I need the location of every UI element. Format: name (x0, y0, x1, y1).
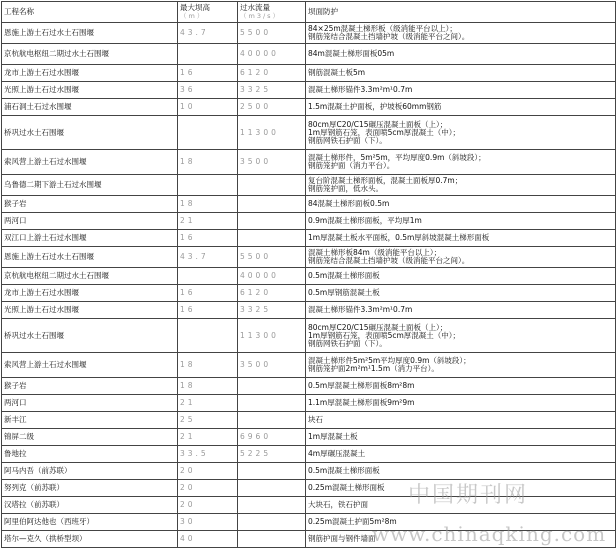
cell-max-dam-height: 20 (178, 480, 238, 497)
cell-project-name: 锦屏二级 (2, 429, 178, 446)
table-header-row (2, 2, 616, 23)
cell-dam-protection: 0.5m混凝土梯形面板 (306, 463, 616, 480)
watermark-url: www.chinaqking.com (372, 522, 607, 546)
cell-flow (238, 378, 306, 395)
cell-flow: 40000 (238, 268, 306, 285)
cell-flow: 40000 (238, 44, 306, 65)
cell-max-dam-height: 18 (178, 378, 238, 395)
cell-flow: 2500 (238, 99, 306, 116)
cell-max-dam-height (178, 175, 238, 196)
cell-project-name: 两河口 (2, 213, 178, 230)
cell-project-name: 光照上游土石过水围堰 (2, 82, 178, 99)
table-row (2, 429, 616, 446)
cell-dam-protection: 84混凝土梯形面板0.5m (306, 196, 616, 213)
cell-dam-protection: 钢筋护面与钢件墙面 (306, 531, 616, 548)
cell-project-name: 阿里伯阿达他也（西班牙） (2, 514, 178, 531)
cell-flow (238, 412, 306, 429)
cell-project-name: 两河口 (2, 395, 178, 412)
cell-flow (238, 395, 306, 412)
cell-dam-protection: 0.5m厚混凝土梯形面板8m²8m (306, 378, 616, 395)
cell-dam-protection: 0.5m混凝土梯形面板 (306, 268, 616, 285)
cell-project-name: 汉塔拉（前苏联） (2, 497, 178, 514)
header-dam-protection: 坝面防护 (306, 2, 616, 23)
cell-max-dam-height: 30 (178, 514, 238, 531)
cell-max-dam-height: 21 (178, 429, 238, 446)
cell-max-dam-height: 43.7 (178, 23, 238, 44)
cell-dam-protection: 80cm厚C20/C15碾压混凝土面板（上）； 1m厚钢筋石笼，表面喷5cm厚混凝土（中）； 钢筋网铁石护面（下）。 (306, 116, 616, 150)
dam-protection-table (1, 1, 616, 548)
cell-project-name: 龙市上游土石过水围堰 (2, 65, 178, 82)
cell-project-name: 桥巩过水土石围堰 (2, 319, 178, 353)
cell-project-name: 桥巩过水土石围堰 (2, 116, 178, 150)
cell-dam-protection: 1.5m混凝土护面板，护坡板60mm钢筋 (306, 99, 616, 116)
cell-max-dam-height: 16 (178, 285, 238, 302)
cell-max-dam-height: 21 (178, 395, 238, 412)
cell-dam-protection: 80cm厚C20/C15碾压混凝土面板（上）； 1m厚钢筋石笼，表面喷5cm厚混凝土（中）； 钢筋网铁石护面（下）。 (306, 319, 616, 353)
cell-flow (238, 531, 306, 548)
cell-project-name: 阿马内吾（前苏联） (2, 463, 178, 480)
table-row (2, 65, 616, 82)
cell-max-dam-height: 25 (178, 412, 238, 429)
cell-flow (238, 463, 306, 480)
cell-flow (238, 480, 306, 497)
cell-dam-protection: 0.25m混凝土护面5m²8m (306, 514, 616, 531)
cell-dam-protection: 钢筋混凝土板5m (306, 65, 616, 82)
cell-flow: 3325 (238, 302, 306, 319)
cell-max-dam-height (178, 319, 238, 353)
cell-project-name: 猴子岩 (2, 378, 178, 395)
cell-dam-protection: 复台阶混凝土梯形面板，混凝土面板厚0.7m； 钢筋笼护面，低水头。 (306, 175, 616, 196)
cell-flow: 6120 (238, 65, 306, 82)
cell-flow: 6960 (238, 429, 306, 446)
table-row (2, 82, 616, 99)
table-row (2, 175, 616, 196)
table-row (2, 302, 616, 319)
header-flow-unit: （m3/s） (240, 12, 282, 20)
cell-project-name: 京杭航电枢纽二期过水土石围堰 (2, 268, 178, 285)
header-max-dam-height (178, 2, 238, 23)
cell-flow: 6120 (238, 285, 306, 302)
cell-max-dam-height: 16 (178, 65, 238, 82)
cell-flow (238, 230, 306, 247)
watermark-journal-net: 中国期刊网 (408, 483, 529, 508)
cell-max-dam-height: 36 (178, 82, 238, 99)
cell-max-dam-height: 20 (178, 497, 238, 514)
table-row (2, 99, 616, 116)
cell-max-dam-height: 10 (178, 99, 238, 116)
header-flow-label: 过水流量 (240, 3, 270, 12)
cell-project-name: 浦石洞土石过水围堰 (2, 99, 178, 116)
cell-dam-protection: 混凝土梯形锚件3.3m²m¹0.7m (306, 82, 616, 99)
header-project-name: 工程名称 (2, 2, 178, 23)
cell-project-name: 恩施上游土石过水土石围堰 (2, 23, 178, 44)
cell-flow: 5500 (238, 23, 306, 44)
cell-dam-protection: 混凝土梯形件5m²5m平均厚度0.9m（斜坡段）； 钢筋笼护面2m²m¹1.5m（消力平台）。 (306, 353, 616, 378)
cell-max-dam-height (178, 44, 238, 65)
table-row (2, 353, 616, 378)
cell-dam-protection: 0.9m混凝土梯形面板，平均厚1m (306, 213, 616, 230)
table-row (2, 196, 616, 213)
cell-max-dam-height (178, 268, 238, 285)
table-row (2, 446, 616, 463)
cell-project-name: 龙市上游土石过水围堰 (2, 285, 178, 302)
table-row (2, 23, 616, 44)
table-row (2, 268, 616, 285)
cell-flow: 3500 (238, 353, 306, 378)
cell-max-dam-height: 43.7 (178, 247, 238, 268)
header-flow (238, 2, 306, 23)
cell-dam-protection: 混凝土梯形件，5m²5m，平均厚度0.9m（斜坡段）； 钢筋笼护面（消力平台）。 (306, 150, 616, 175)
table-row (2, 213, 616, 230)
cell-max-dam-height: 18 (178, 353, 238, 378)
cell-flow (238, 196, 306, 213)
cell-flow (238, 213, 306, 230)
cell-project-name: 恩施上游土石过水土石围堰 (2, 247, 178, 268)
cell-project-name: 猴子岩 (2, 196, 178, 213)
cell-max-dam-height (178, 116, 238, 150)
cell-dam-protection: 84m混凝土梯形面板05m (306, 44, 616, 65)
cell-project-name: 努列克（前苏联） (2, 480, 178, 497)
cell-flow: 3325 (238, 82, 306, 99)
table-row (2, 285, 616, 302)
cell-max-dam-height: 20 (178, 463, 238, 480)
table-row (2, 44, 616, 65)
table-row (2, 412, 616, 429)
cell-project-name: 新丰江 (2, 412, 178, 429)
cell-project-name: 乌鲁德二期下游土石过水围堰 (2, 175, 178, 196)
cell-flow (238, 514, 306, 531)
cell-project-name: 鲁地拉 (2, 446, 178, 463)
cell-dam-protection: 0.5m厚钢筋混凝土板 (306, 285, 616, 302)
cell-flow (238, 497, 306, 514)
table-row (2, 230, 616, 247)
cell-max-dam-height: 18 (178, 150, 238, 175)
cell-flow: 5225 (238, 446, 306, 463)
cell-dam-protection: 1m厚混凝土板水平面板，0.5m厚斜坡混凝土梯形面板 (306, 230, 616, 247)
table-row (2, 463, 616, 480)
cell-dam-protection: 84×25m混凝土梯形板（级消能平台以上）； 钢筋笼结合混凝土挡墙护坡（级消能平台之间）。 (306, 23, 616, 44)
table-row (2, 150, 616, 175)
cell-dam-protection: 4m厚碾压混凝土 (306, 446, 616, 463)
cell-dam-protection: 1.1m厚混凝土梯形面板9m²9m (306, 395, 616, 412)
table-row (2, 247, 616, 268)
cell-project-name: 索风营上游土石过水围堰 (2, 150, 178, 175)
cell-max-dam-height: 21 (178, 213, 238, 230)
cell-flow: 11300 (238, 319, 306, 353)
cell-project-name: 索风营上游土石过水围堰 (2, 353, 178, 378)
table-row (2, 116, 616, 150)
cell-dam-protection: 0.25m混凝土梯形面板 (306, 480, 616, 497)
cell-max-dam-height: 33.5 (178, 446, 238, 463)
table-row (2, 395, 616, 412)
cell-dam-protection: 块石 (306, 412, 616, 429)
cell-project-name: 京杭航电枢纽二期过水土石围堰 (2, 44, 178, 65)
table-row (2, 378, 616, 395)
cell-dam-protection: 1m厚混凝土板 (306, 429, 616, 446)
header-max-dam-height-unit: （m） (180, 12, 206, 20)
cell-flow: 11300 (238, 116, 306, 150)
cell-dam-protection: 大块石，铁石护面 (306, 497, 616, 514)
table-row (2, 319, 616, 353)
cell-project-name: 光照上游土石过水围堰 (2, 302, 178, 319)
cell-max-dam-height: 18 (178, 196, 238, 213)
cell-max-dam-height: 16 (178, 230, 238, 247)
cell-max-dam-height: 16 (178, 302, 238, 319)
cell-project-name: 塔尔—克久（拱桥型坝） (2, 531, 178, 548)
header-max-dam-height-label: 最大坝高 (180, 3, 210, 12)
cell-dam-protection: 混凝土梯形板84m（级消能平台以上）； 钢筋笼结合混凝土挡墙护坡（级消能平台之间）。 (306, 247, 616, 268)
cell-flow: 5500 (238, 247, 306, 268)
cell-flow: 3500 (238, 150, 306, 175)
cell-dam-protection: 混凝土梯形锚件3.3m²m¹0.7m (306, 302, 616, 319)
cell-flow (238, 175, 306, 196)
cell-max-dam-height: 40 (178, 531, 238, 548)
cell-project-name: 双江口上游土石过水围堰 (2, 230, 178, 247)
